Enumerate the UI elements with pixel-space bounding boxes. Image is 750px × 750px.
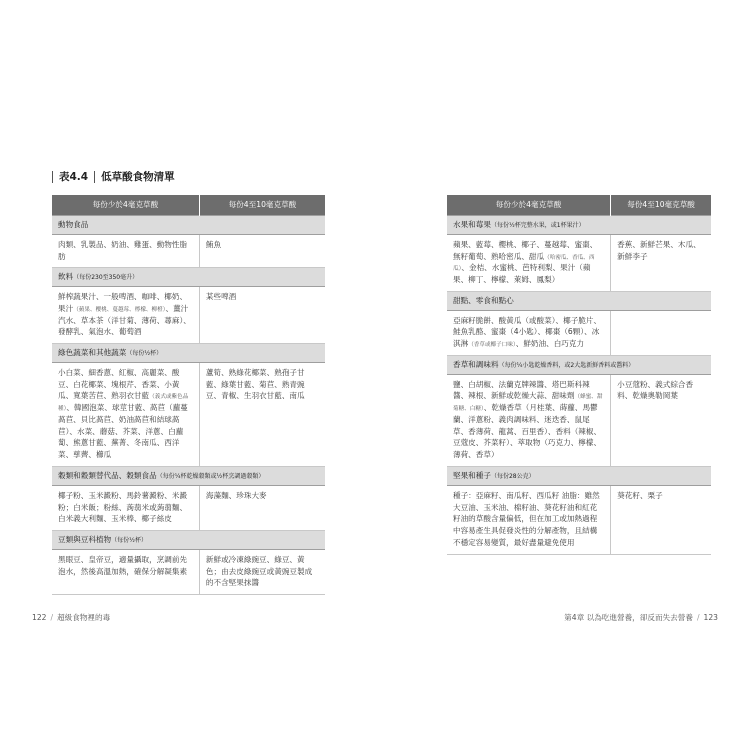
table-row	[447, 234, 711, 291]
section-header	[447, 291, 711, 310]
section-title: 穀類和穀類替代品、穀類食品	[58, 471, 157, 481]
section-title: 堅果和種子	[453, 471, 491, 481]
section-subtitle: （每份½杯完整水果，或1杯果汁）	[490, 222, 585, 229]
section-title: 水果和莓果	[453, 220, 491, 229]
cell-mid: 海藻麵、珍珠大麥	[199, 485, 325, 530]
section-title: 香草和調味料	[453, 359, 499, 369]
section-subtitle: （每份28公克）	[490, 473, 535, 481]
chapter-label: 第4章	[564, 613, 585, 622]
cell-mid	[611, 310, 711, 355]
section-header	[52, 216, 325, 235]
header-mid-oxalate: 每份4至10毫克草酸	[199, 195, 325, 216]
book-title: 超級食物裡的毒	[57, 613, 111, 622]
title-bar-divider	[94, 171, 95, 183]
cell-mid: 新鮮或冷凍綠豌豆、綠豆、黃色；由去皮綠豌豆或黃豌豆製成的不含堅果抹醬	[199, 549, 325, 594]
cell-low: 鹽、白胡椒、法蘭克牌辣醬、塔巴斯科辣醬、辣根、新鮮或乾燥大蒜、甜味劑（蜂蜜、甜菊糖、白糖）、乾燥香草（月桂葉、蒔蘿、馬鬱蘭、洋蔥粉、義肉調味料、迷迭香、鼠尾草、香薄荷、龍蒿、百里香）、香料（辣椒、豆蔻皮、芥菜籽）、萃取物（巧克力、檸檬、薄荷、香草）	[447, 374, 611, 466]
cell-low: 亞麻籽脆餅、酸黃瓜（或酸菜）、椰子脆片、鮭魚乳酪、蜜棗（4小匙）、椰棗（6顆）、冰淇淋（香草或椰子口味）、鮮奶油、白巧克力	[447, 310, 611, 355]
section-title: 豆類與豆科植物	[58, 535, 112, 545]
page-footer-left: 122 / 超級食物裡的毒	[32, 613, 111, 622]
section-subtitle: （每份230至350毫升）	[73, 274, 139, 282]
cell-mid: 鮪魚	[199, 234, 325, 268]
table-title	[52, 169, 175, 184]
section-subtitle: （每份¼杯乾燥穀類或½杯烹調過穀類）	[156, 473, 265, 481]
cell-low: 黑眼豆、皇帝豆，適量攝取，烹調前先泡水，然後高溫加熱，確保分解凝集素	[52, 549, 199, 594]
cell-mid: 葵花籽、栗子	[611, 485, 711, 554]
page-number: 122	[32, 613, 47, 622]
page-footer-right: 第4章 以為吃進營養，卻反而失去營養 / 123	[564, 613, 718, 622]
oxalate-table-left	[52, 195, 325, 595]
section-subtitle: （每份¼小匙乾燥香料，或2大匙新鮮香料或醬料）	[498, 361, 635, 369]
cell-mid: 蘆筍、熟綠花椰菜、熟孢子甘藍、綠葉甘藍、菊苣、熟青豌豆、青椒、生羽衣甘藍、南瓜	[199, 362, 325, 466]
table-row	[447, 485, 711, 554]
section-title: 甜點、零食和點心	[453, 295, 514, 305]
section-header	[52, 344, 325, 363]
cell-low: 椰子粉、玉米澱粉、馬鈴薯澱粉、米澱粉；白米飯；粉絲、蒟蒻米或蒟蒻麵、白米義大利麵、玉米棒、椰子絲皮	[52, 485, 199, 530]
cell-low: 鮮榨蔬果汁、一般啤酒、咖啡、椰奶、果汁（蘋果、櫻桃、蔓越莓、檸檬、柳橙）、薑汁汽水、草本茶（洋甘菊、薄荷、蕁麻）、發酵乳、氣泡水、葡萄酒	[52, 287, 199, 344]
header-mid-oxalate: 每份4至10毫克草酸	[611, 195, 711, 216]
cell-mid: 小豆蔻粉、義式綜合香料、乾燥奧勒岡葉	[611, 374, 711, 466]
right-page	[375, 0, 750, 750]
table-title-text: 低草酸食物清單	[101, 171, 175, 183]
cell-low: 種子：亞麻籽、南瓜籽、西瓜籽 油脂：雖然大豆油、玉米油、棉籽油、葵花籽油和紅花籽油的草酸含量偏低，但在加工或加熱過程中容易產生具促發炎性的分解產物，且結構不穩定容易變質，最好盡量避免使用	[447, 485, 611, 554]
table-row	[52, 234, 325, 268]
cell-low: 小白菜、細香蔥、紅椒、高麗菜、酸豆、白花椰菜、塊根芹、香菜、小黃瓜、寬葉苦苣、熟羽衣甘藍（義式或紫色品種）、韓國泡菜、球莖甘藍、萵苣（蘿蔓萵苣、貝比萵苣、奶油萵苣和結球萵苣）、水菜、蘑菇、芥菜、洋蔥、白蘿蔔、熊蔥甘藍、蕪菁、冬南瓜、西洋菜、孳薺、櫛瓜	[52, 362, 199, 466]
chapter-title: 以為吃進營養，卻反而失去營養	[586, 613, 693, 622]
section-title: 綠色蔬菜和其他蔬菜	[58, 348, 127, 358]
table-row	[447, 374, 711, 466]
section-header	[52, 268, 325, 287]
title-bar-divider	[52, 171, 53, 183]
section-title: 動物食品	[58, 220, 89, 229]
table-row	[52, 287, 325, 344]
section-header	[52, 467, 325, 486]
table-label: 表4.4	[59, 171, 89, 183]
page-number: 123	[703, 613, 718, 622]
section-title: 飲料	[58, 272, 74, 282]
header-low-oxalate: 每份少於4毫克草酸	[447, 195, 611, 216]
table-row	[52, 362, 325, 466]
table-row	[447, 310, 711, 355]
table-row	[52, 549, 325, 594]
section-header	[52, 531, 325, 550]
oxalate-table-right	[447, 195, 711, 555]
section-subtitle: （每份½杯）	[126, 350, 163, 358]
table-row	[52, 485, 325, 530]
section-header	[447, 216, 711, 235]
cell-mid: 某些啤酒	[199, 287, 325, 344]
cell-mid: 香蕉、新鮮芒果、木瓜、新鮮李子	[611, 234, 711, 291]
section-subtitle: （每份½杯）	[111, 537, 147, 545]
header-low-oxalate: 每份少於4毫克草酸	[52, 195, 199, 216]
cell-low: 肉類、乳製品、奶油、雞蛋、動物性脂肪	[52, 234, 199, 268]
section-header	[447, 355, 711, 374]
cell-low: 蘋果、藍莓、櫻桃、椰子、蔓越莓、蜜棗、無籽葡萄、熟哈密瓜、甜瓜（哈密瓜、香瓜、西瓜）、金桔、水蜜桃、芭特利梨、果汁（蘋果、柳丁、檸檬、萊姆、鳳梨）	[447, 234, 611, 291]
section-header	[447, 467, 711, 486]
